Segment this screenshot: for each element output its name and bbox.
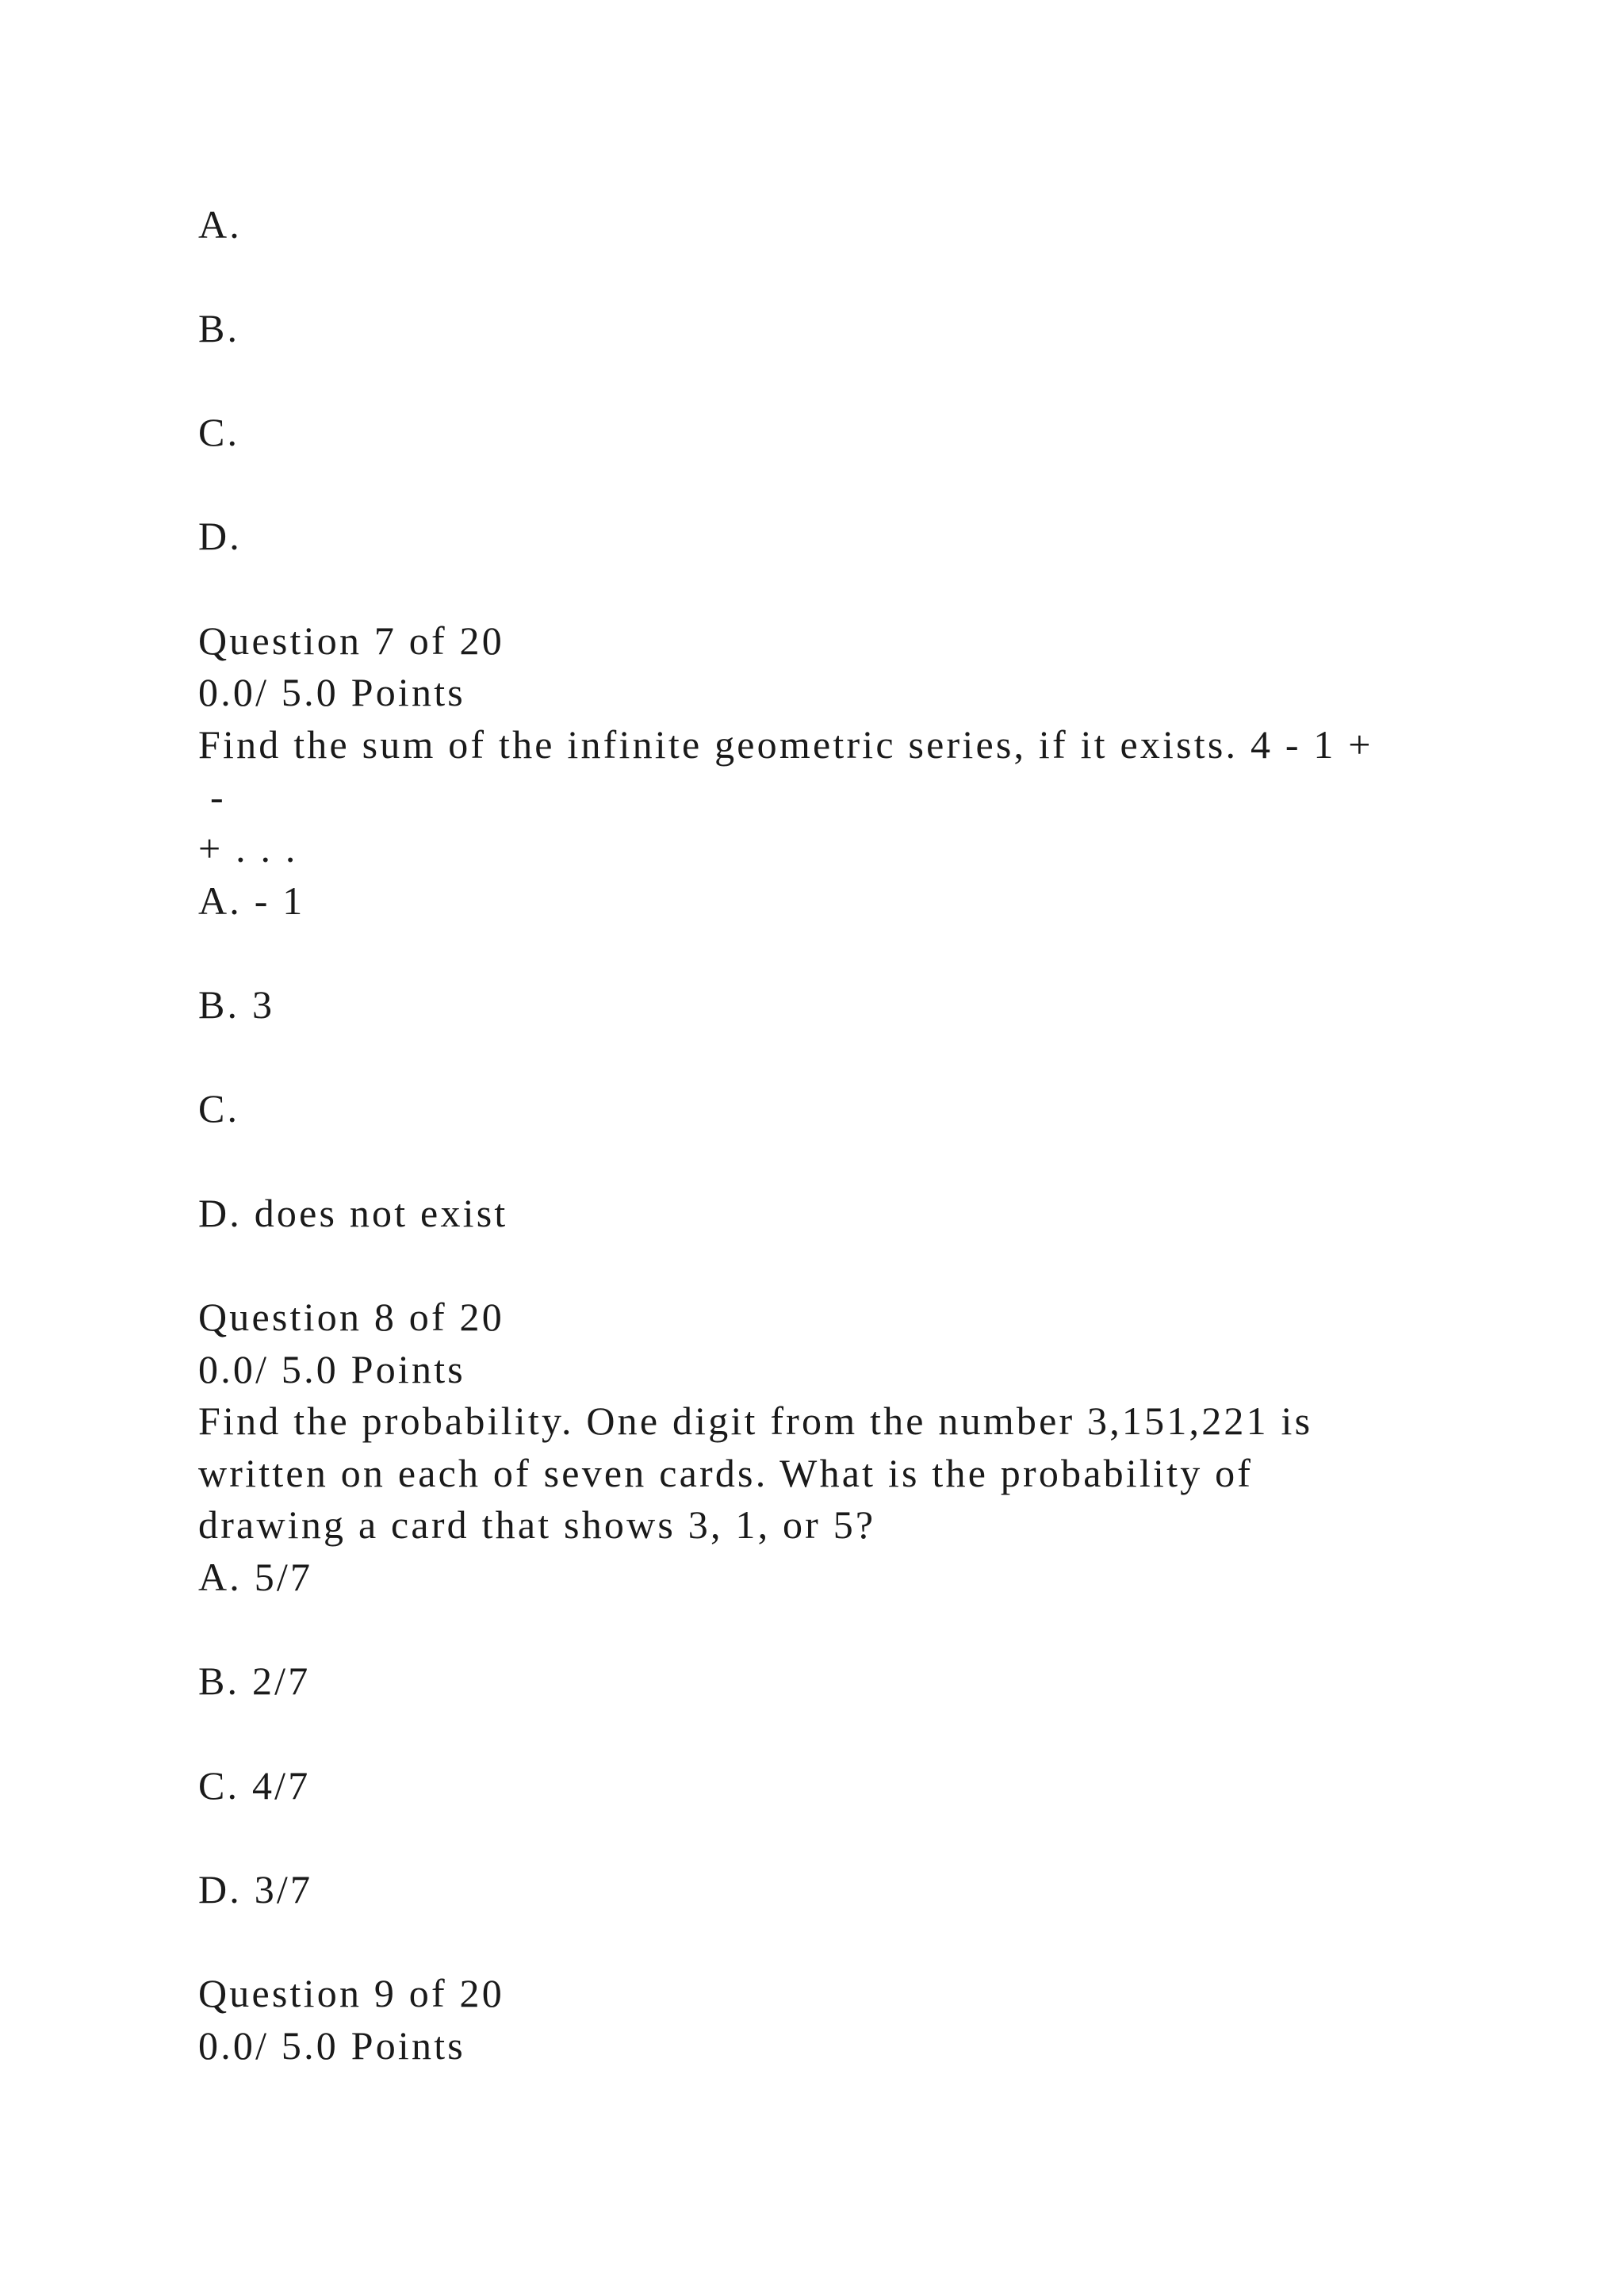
option-d: D. 3/7 bbox=[198, 1867, 313, 1911]
option-c: C. bbox=[198, 410, 240, 454]
question-points: 0.0/ 5.0 Points bbox=[198, 670, 465, 714]
question-prompt-line: + . . . bbox=[198, 826, 298, 871]
question-prompt-line: written on each of seven cards. What is the probability of bbox=[198, 1451, 1254, 1495]
question-header: Question 7 of 20 bbox=[198, 618, 504, 663]
option-a: A. 5/7 bbox=[198, 1555, 313, 1599]
option-b: B. 3 bbox=[198, 982, 275, 1027]
option-b: B. 2/7 bbox=[198, 1659, 311, 1703]
question-prompt-line: - bbox=[210, 775, 226, 819]
option-c: C. bbox=[198, 1086, 240, 1131]
option-a: A. - 1 bbox=[198, 878, 305, 923]
option-c: C. 4/7 bbox=[198, 1763, 311, 1808]
question-prompt-line: Find the sum of the infinite geometric series, if it exists. 4 - 1 + bbox=[198, 722, 1373, 767]
question-points: 0.0/ 5.0 Points bbox=[198, 2023, 465, 2068]
question-header: Question 9 of 20 bbox=[198, 1971, 504, 2015]
question-prompt-line: drawing a card that shows 3, 1, or 5? bbox=[198, 1502, 876, 1547]
question-prompt-line: Find the probability. One digit from the number 3,151,221 is bbox=[198, 1399, 1313, 1443]
question-header: Question 8 of 20 bbox=[198, 1295, 504, 1339]
option-a: A. bbox=[198, 202, 243, 247]
option-d: D. does not exist bbox=[198, 1191, 508, 1235]
option-d: D. bbox=[198, 514, 243, 558]
option-b: B. bbox=[198, 306, 240, 350]
question-points: 0.0/ 5.0 Points bbox=[198, 1347, 465, 1391]
